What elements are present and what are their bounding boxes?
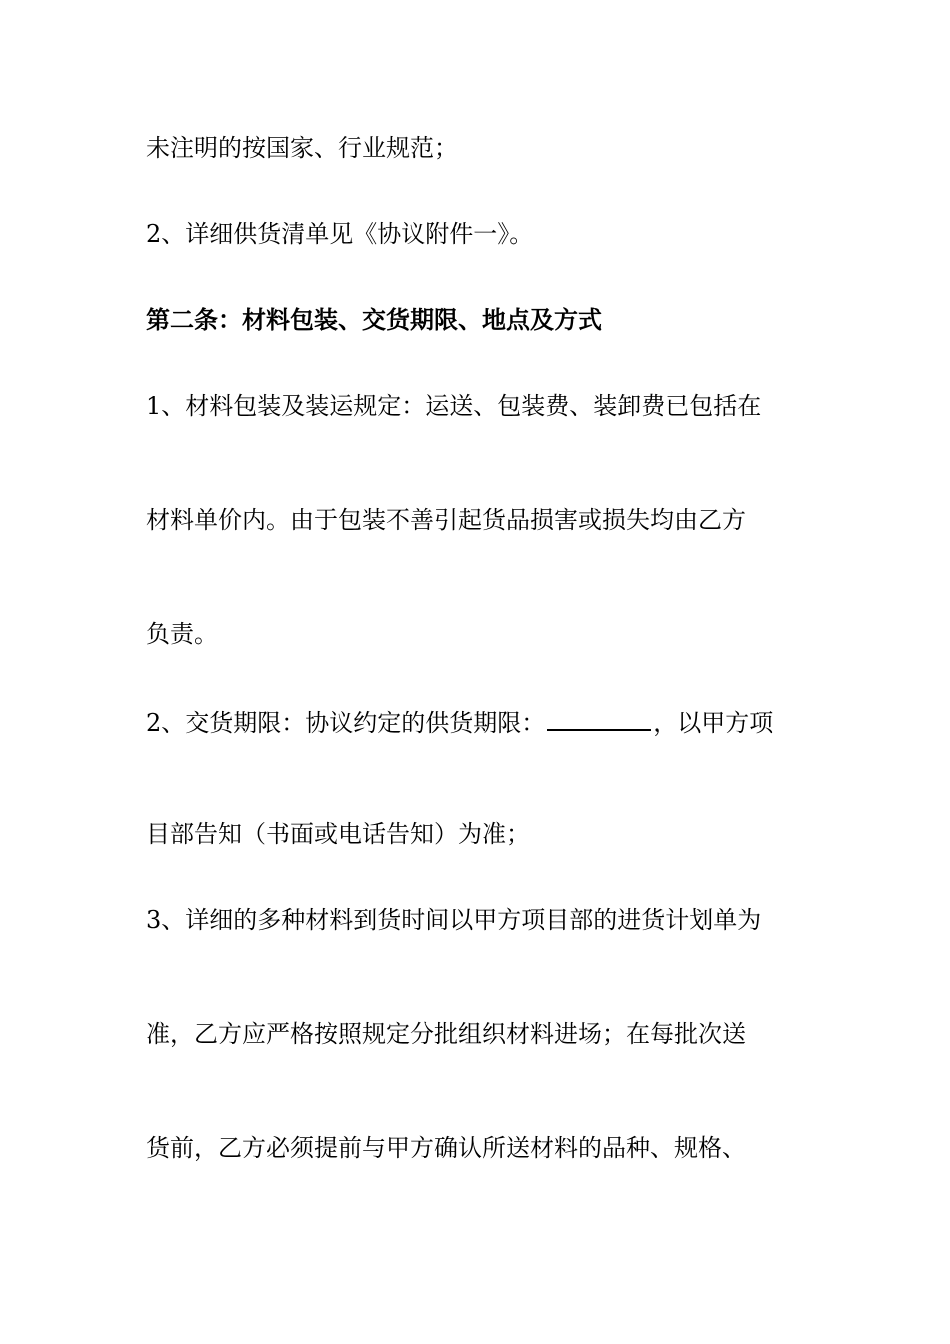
text-line-6: 负责。 xyxy=(146,620,218,648)
delivery-period-label: 2、交货期限：协议约定的供货期限： xyxy=(146,709,546,737)
delivery-period-suffix: ，以甲方项 xyxy=(653,709,774,737)
text-line-1: 未注明的按国家、行业规范； xyxy=(146,134,458,162)
text-line-5: 材料单价内。由于包装不善引起货品损害或损失均由乙方 xyxy=(146,506,746,534)
text-line-2: 2、详细供货清单见《协议附件一》。 xyxy=(146,220,534,248)
text-line-9: 3、详细的多种材料到货时间以甲方项目部的进货计划单为 xyxy=(146,906,762,934)
text-line-4: 1、材料包装及装运规定：运送、包装费、装卸费已包括在 xyxy=(146,392,762,420)
text-line-delivery-period xyxy=(146,705,826,738)
text-line-8: 目部告知（书面或电话告知）为准； xyxy=(146,820,530,848)
text-line-11: 货前，乙方必须提前与甲方确认所送材料的品种、规格、 xyxy=(146,1134,746,1162)
text-line-10: 准，乙方应严格按照规定分批组织材料进场；在每批次送 xyxy=(146,1020,746,1048)
section-heading: 第二条：材料包装、交货期限、地点及方式 xyxy=(146,305,602,334)
delivery-period-blank xyxy=(547,705,651,731)
